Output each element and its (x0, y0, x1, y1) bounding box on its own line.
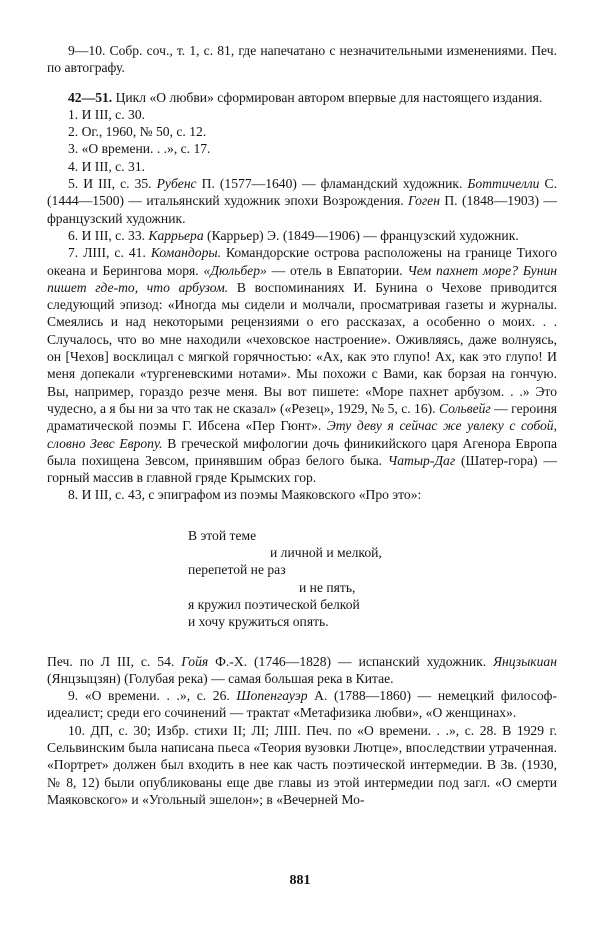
poem-line: и хочу кружиться опять. (188, 614, 329, 630)
italic-term: Каррьера (148, 227, 204, 243)
note-text: Командорские острова расположены на границе Тихого океана и Берингова моря. (47, 245, 557, 278)
poem-line: перепетой не раз (188, 562, 286, 578)
note-text: (Каррьер) Э. (1849—1906) — французский художник. (203, 227, 519, 243)
note-text: В воспоминаниях И. Бунина о Чехове приводится следующий эпизод: «Иногда мы сидели и молчали, просматривая газеты и журналы. Смеялись и над некоторыми рецензиями о его рассказах, а особенно о моих. . . Случалось, что во мне находили «чеховское настроение». Оживляясь, даже волнуясь, он [Чехов] восклицал с мягкой горячностью: «Ах, как это глупо! Ах, как это глупо! И меня допекали «тургеневскими нотами». Мы похожи с Вами, как борзая на гончую. Вы, например, гораздо резче меня. Вы вот пишете: «Море пахнет арбузом. . .» Это чудесно, а я бы ни за что так не сказал» («Резец», 1929, № 5, с. 16). (47, 279, 557, 416)
note-text: 5. И III, с. 35. (68, 176, 157, 192)
note-text: — отель в Евпатории. (266, 262, 408, 278)
note-paragraph (47, 106, 557, 123)
note-text: 9. «О времени. . .», с. 26. (68, 688, 237, 704)
note-paragraph (47, 140, 557, 157)
note-text: П. (1577—1640) — фламандский художник. (196, 176, 468, 192)
note-text: 3. «О времени. . .», с. 17. (68, 141, 211, 157)
italic-term: Командоры. (150, 245, 221, 261)
note-paragraph (47, 89, 557, 106)
note-paragraph (47, 123, 557, 140)
italic-term: Сольвейг (438, 400, 491, 416)
note-paragraph (47, 653, 557, 688)
italic-term: Эту деву я сейчас же увлеку с собой, словно Зевс Европу. (47, 418, 557, 451)
italic-term: Шопенгауэр (236, 688, 308, 704)
note-paragraph (47, 687, 557, 722)
note-text: 1. И III, с. 30. (68, 106, 146, 122)
note-paragraph (47, 722, 557, 808)
note-number: 42—51. (68, 89, 113, 105)
poem-line: В этой теме (188, 527, 257, 543)
note-text: 4. И III, с. 31. (68, 158, 146, 174)
italic-term: Чатыр-Даг (387, 452, 456, 468)
note-paragraph (47, 227, 557, 244)
italic-term: Боттичелли (467, 176, 540, 192)
note-paragraph (47, 175, 557, 227)
commentary-notes (47, 42, 557, 504)
note-paragraph (47, 158, 557, 175)
note-paragraph (47, 244, 557, 486)
note-paragraph (47, 486, 557, 503)
note-text: 6. И III, с. 33. (68, 227, 149, 243)
page-number: 881 (289, 873, 311, 888)
note-text: 10. ДП, с. 30; Избр. стихи II; ЛI; ЛIII. Печ. по «О времени. . .», с. 28. В 1929 г. Сельвинским была написана пьеса «Теория вузовки Лютце», впоследствии утраченная. «Портрет» должен был входить в нее как часть поэтической интермедии. В Зв. (1930, № 8, 12) были опубликованы еще две главы из этой интермедии под загл. «О смерти Маяковского» и «Угольный эшелон»; в «Вечерней Мо- (47, 722, 557, 807)
note-text: 7. ЛIII, с. 41. (68, 245, 151, 261)
poem-line: и не пять, (299, 579, 356, 595)
epigraph-poem (188, 527, 557, 631)
note-text: А. (1788—1860) — немецкий философ-идеалист; среди его сочинений — трактат «Метафизика любви», «О женщинах». (47, 688, 557, 721)
note-text: С. (1444—1500) — итальянский художник эпохи Возрождения. (47, 176, 557, 209)
note-text: (Шатер-гора) — горный массив в главной гряде Крымских гор. (47, 452, 557, 486)
italic-term: Рубенс (156, 176, 197, 192)
note-text: Печ. по Л III, с. 54. (47, 653, 182, 669)
note-text: Цикл «О любви» сформирован автором впервые для настоящего издания. (112, 89, 543, 105)
note-text: — героиня драматической поэмы Г. Ибсена «Пер Гюнт». (47, 400, 557, 434)
commentary-notes-continued (47, 653, 557, 809)
note-text: Ф.-Х. (1746—1828) — испанский художник. (208, 653, 494, 669)
note-text: 2. Ог., 1960, № 50, с. 12. (68, 124, 207, 140)
poem-line: и личной и мелкой, (270, 545, 382, 561)
poem-line: я кружил поэтической белкой (188, 596, 360, 612)
note-paragraph (47, 42, 557, 77)
commentary-page (47, 42, 557, 808)
note-text: В греческой мифологии дочь финикийского царя Агенора Европа была похищена Зевсом, принявшим образ белого быка. (47, 435, 558, 468)
italic-term: Чем пахнет море? Бунин пишет где-то, что арбузом. (47, 262, 558, 295)
italic-term: Гоген (408, 193, 440, 209)
italic-term: Гойя (181, 653, 209, 669)
italic-term: «Дюльбер» (203, 262, 267, 278)
note-text: 8. И III, с. 43, с эпиграфом из поэмы Маяковского «Про это»: (68, 487, 422, 503)
italic-term: Янцзыкиан (493, 653, 557, 669)
note-text: 9—10. Собр. соч., т. 1, с. 81, где напечатано с незначительными изменениями. Печ. по автографу. (47, 43, 557, 76)
note-text: (Янцзыцзян) (Голубая река) — самая большая река в Китае. (47, 670, 394, 686)
note-text: П. (1848—1903) — французский художник. (47, 193, 557, 226)
